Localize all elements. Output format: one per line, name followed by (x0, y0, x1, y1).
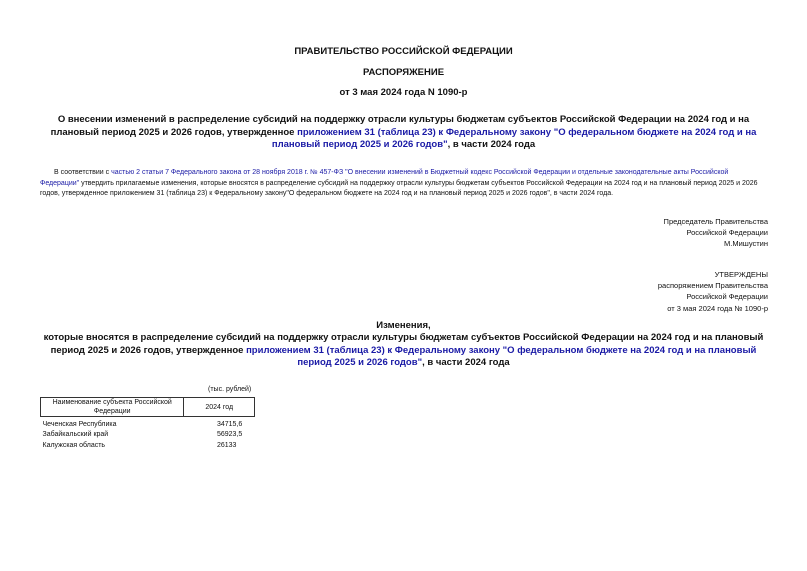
changes-text-end: , в части 2024 года (422, 357, 510, 368)
approval-stamp-block (540, 269, 768, 314)
table-row (41, 417, 255, 431)
table-unit: (тыс. рублей) (208, 386, 252, 393)
document-date-number: от 3 мая 2024 года N 1090-р (339, 87, 468, 98)
changes-law-link[interactable]: приложением 31 (таблица 23) к Федеральному закону "О федеральном бюджете на 2024 год и на плановый период 2025 и 2026 годов" (246, 344, 757, 368)
body-text-start: В соответствии с (54, 169, 112, 176)
signature-org: Российской Федерации (686, 228, 768, 238)
value-cell: 56923,5 (216, 431, 243, 439)
table-header-row (41, 398, 255, 417)
document-type: РАСПОРЯЖЕНИЕ (362, 67, 445, 78)
signature-block (540, 216, 768, 250)
region-cell: Чеченская Республика (42, 421, 117, 428)
subsidy-table (40, 397, 255, 451)
column-header-year: 2024 год (184, 398, 255, 417)
approved-date: от 3 мая 2024 года № 1090-р (667, 303, 768, 313)
approved-label: УТВЕРЖДЕНЫ (714, 270, 768, 279)
signature-name: М.Мишустин (724, 239, 768, 249)
value-cell: 26133 (216, 441, 237, 449)
value-cell: 34715,6 (216, 421, 243, 428)
approved-org: Российской Федерации (686, 292, 768, 302)
table-row (41, 430, 255, 440)
title-text-start: О внесении изменений в распределение субсидий на поддержку отрасли культуры бюджетам субъектов Российской Федерации на 2024 год и на плановый период 2025 и 2026 годов, утвержденное (50, 114, 750, 138)
title-law-link[interactable]: приложением 31 (таблица 23) к Федеральному закону "О федеральном бюджете на 2024 год и на плановый период 2025 и 2026 годов" (271, 126, 757, 150)
document-title (40, 114, 767, 152)
government-name: ПРАВИТЕЛЬСТВО РОССИЙСКОЙ ФЕДЕРАЦИИ (294, 46, 513, 57)
approved-by: распоряжением Правительства (657, 281, 768, 291)
changes-heading: Изменения, (376, 320, 431, 331)
changes-title (40, 332, 767, 370)
resolution-paragraph (40, 168, 767, 200)
column-header-region: Наименование субъекта Российской Федерации (41, 398, 184, 417)
title-text-end: , в части 2024 года (447, 139, 536, 150)
signature-position: Председатель Правительства (663, 217, 768, 226)
region-cell: Калужская область (42, 441, 106, 449)
changes-text-start: которые вносятся в распределение субсидий на поддержку отрасли культуры бюджетам субъектов Российской Федерации на 2024 год и на плановый период 2025 и 2026 годов, утвержденное (43, 332, 764, 356)
region-cell: Забайкальский край (42, 431, 109, 439)
body-law-link[interactable]: частью 2 статьи 7 Федерального закона от 28 ноября 2018 г. № 457-ФЗ "О внесении изменений в Бюджетный кодекс Российской Федерации и отдельные законодательные акты Российской Федерации" (40, 169, 729, 187)
body-text-end: утвердить прилагаемые изменения, которые вносятся в распределение субсидий на поддержку отрасли культуры бюджетам субъектов Российской Федерации на 2024 год и на плановый период 2025 и 2026 годов, утвержденное приложением 31 (таблица 23) к Федеральному закону"О федеральном бюджете на 2024 год и на плановый период 2025 и 2026 годов", в части 2024 года. (40, 179, 758, 197)
table-row (41, 441, 255, 451)
